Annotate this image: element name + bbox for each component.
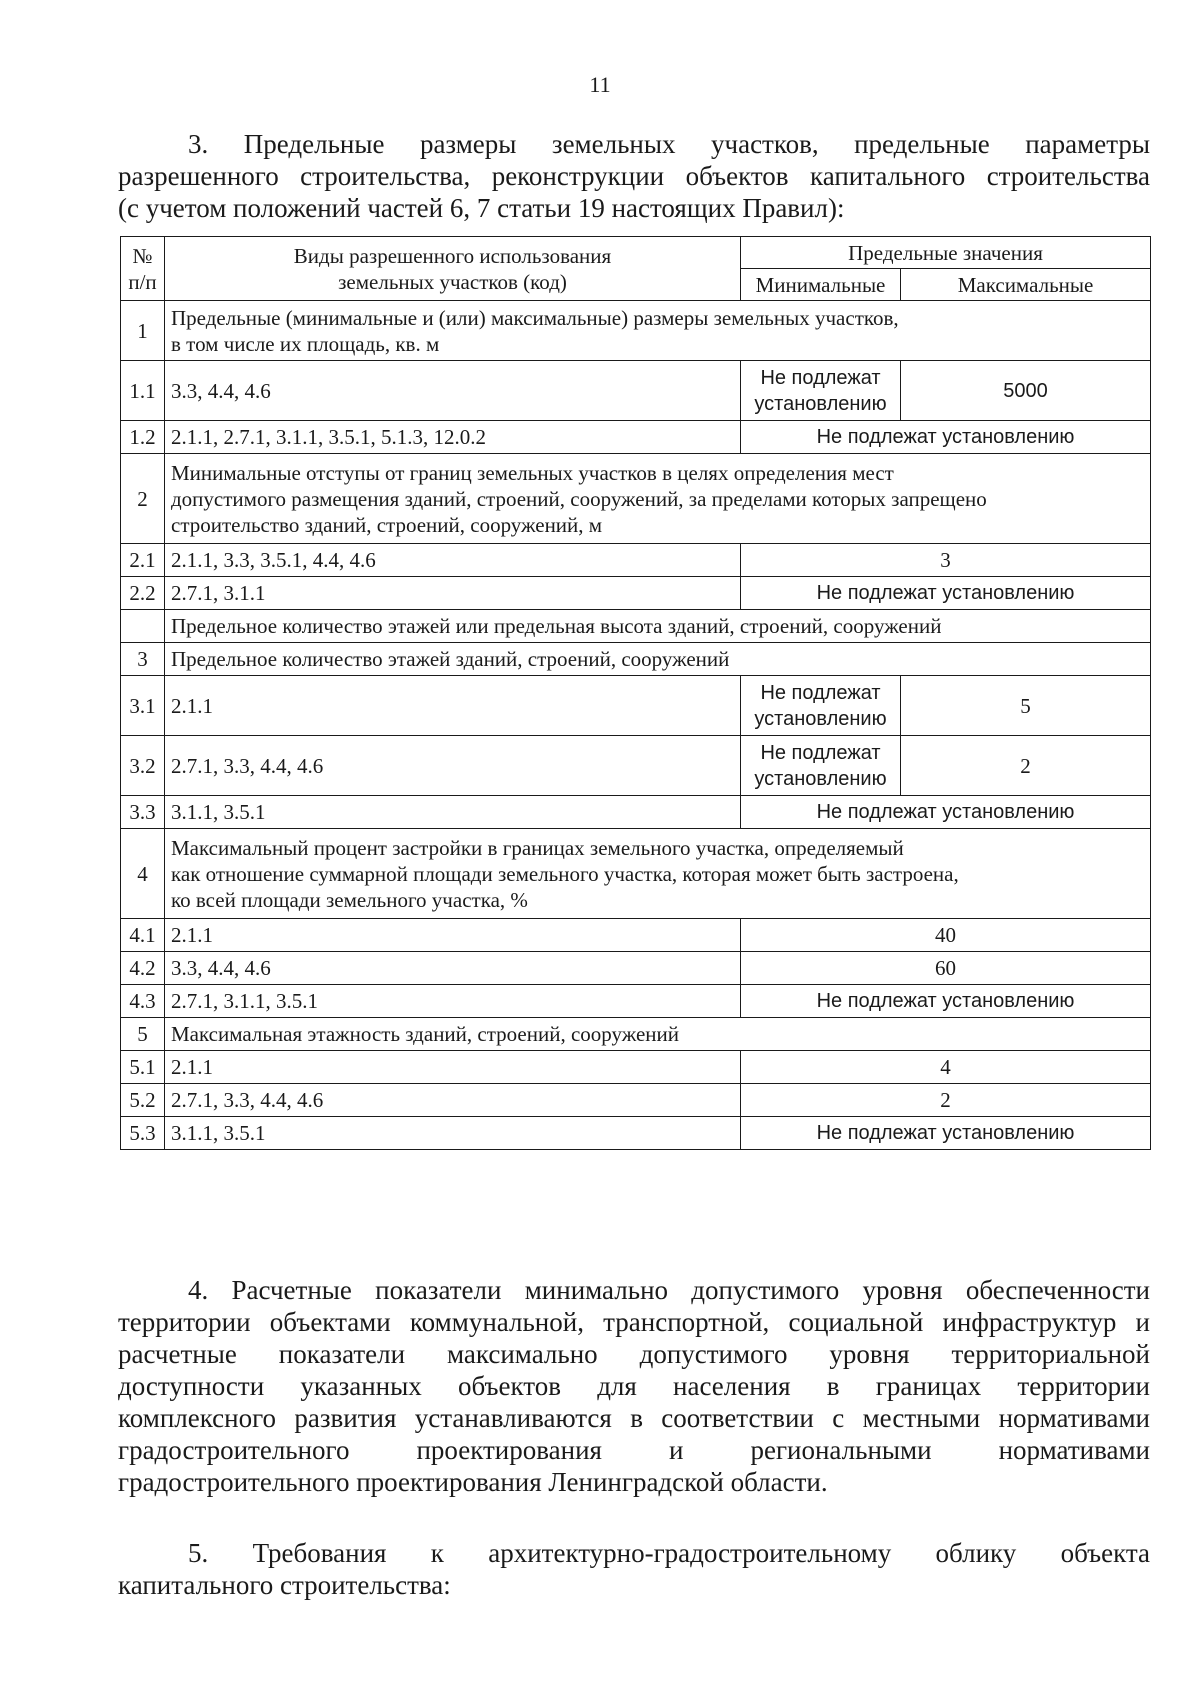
paragraph-4 [118,1274,1150,1498]
min-line: установлению [754,707,887,730]
table-row [121,736,1151,796]
row-number: 2.1 [121,544,165,577]
header-number-abbr: п/п [128,269,157,294]
row-value: 60 [741,952,1151,985]
row-max: 2 [901,736,1151,796]
row-codes: 3.1.1, 3.5.1 [165,1117,741,1150]
table-row [121,676,1151,736]
row-value: 4 [741,1051,1151,1084]
row-section-title [165,829,1151,919]
header-type-line: Виды разрешенного использования [293,243,612,268]
row-value: Не подлежат установлению [741,421,1151,454]
paragraph-line: 3. Предельные размеры земельных участков, предельные параметры [188,129,1150,159]
paragraph-line: доступности указанных объектов для населения в границах территории [118,1371,1150,1401]
section-line: как отношение суммарной площади земельного участка, которая может быть застроена, [171,861,959,886]
min-line: Не подлежат [760,741,881,764]
row-number: 1 [121,301,165,361]
row-number: 4.2 [121,952,165,985]
row-codes: 3.1.1, 3.5.1 [165,796,741,829]
table-row [121,643,1151,676]
paragraph-3 [118,128,1150,224]
row-number: 3.1 [121,676,165,736]
header-number-sign: № [132,243,153,268]
row-codes: 2.1.1, 3.3, 3.5.1, 4.4, 4.6 [165,544,741,577]
row-number: 5.1 [121,1051,165,1084]
table-row [121,610,1151,643]
row-section-title [165,301,1151,361]
row-number: 4.1 [121,919,165,952]
row-min [741,361,901,421]
table-row [121,796,1151,829]
row-codes: 3.3, 4.4, 4.6 [165,361,741,421]
min-line: установлению [754,392,887,415]
row-number: 1.2 [121,421,165,454]
paragraph-line: 5. Требования к архитектурно-градостроительному облику объекта [188,1538,1150,1568]
paragraph-line: 4. Расчетные показатели минимально допустимого уровня обеспеченности [188,1275,1150,1305]
table-row [121,1018,1151,1051]
table-row [121,454,1151,544]
paragraph-line: градостроительного проектирования и региональными нормативами [118,1435,1150,1465]
row-codes: 2.1.1 [165,919,741,952]
row-number: 5 [121,1018,165,1051]
paragraph-line: комплексного развития устанавливаются в соответствии с местными нормативами [118,1403,1150,1433]
section-line: Предельные (минимальные и (или) максимальные) размеры земельных участков, [171,305,899,330]
row-number: 3.3 [121,796,165,829]
table-row [121,577,1151,610]
page-number: 11 [589,72,611,97]
table-row [121,985,1151,1018]
paragraph-line: расчетные показатели максимально допустимого уровня территориальной [118,1339,1150,1369]
row-codes: 2.1.1, 2.7.1, 3.1.1, 3.5.1, 5.1.3, 12.0.2 [165,421,741,454]
min-line: Не подлежат [760,681,881,704]
row-min [741,736,901,796]
row-number: 2.2 [121,577,165,610]
paragraph-line: территории объектами коммунальной, транспортной, социальной инфраструктур и [118,1307,1150,1337]
row-number: 5.3 [121,1117,165,1150]
table-row [121,1084,1151,1117]
row-codes: 2.7.1, 3.3, 4.4, 4.6 [165,736,741,796]
min-line: Не подлежат [760,366,881,389]
row-section-title: Максимальная этажность зданий, строений, сооружений [165,1018,1151,1051]
row-number-empty [121,610,165,643]
row-value: 2 [741,1084,1151,1117]
table-row [121,919,1151,952]
section-line: Минимальные отступы от границ земельных участков в целях определения мест [171,460,894,485]
paragraph-line: (с учетом положений частей 6, 7 статьи 19 настоящих Правил): [118,193,845,223]
row-section-title: Предельное количество этажей зданий, строений, сооружений [165,643,1151,676]
header-number [121,237,165,301]
header-min: Минимальные [741,269,901,301]
table-row [121,544,1151,577]
row-value: Не подлежат установлению [741,985,1151,1018]
row-value: 3 [741,544,1151,577]
header-type-line: земельных участков (код) [338,269,567,294]
row-max: 5000 [901,361,1151,421]
paragraph-line: градостроительного проектирования Ленинградской области. [118,1467,828,1497]
paragraph-line: капитального строительства: [118,1570,451,1600]
row-codes: 2.7.1, 3.1.1 [165,577,741,610]
paragraph-5 [118,1537,1150,1601]
min-line: установлению [754,767,887,790]
section-line: ко всей площади земельного участка, % [171,887,528,912]
row-value: 40 [741,919,1151,952]
limits-table [120,236,1151,1150]
row-codes: 2.1.1 [165,1051,741,1084]
row-value: Не подлежат установлению [741,577,1151,610]
row-section-title [165,454,1151,544]
section-line: допустимого размещения зданий, строений, сооружений, за пределами которых запрещено [171,486,987,511]
row-number: 3 [121,643,165,676]
row-number: 2 [121,454,165,544]
table-row [121,421,1151,454]
row-number: 4 [121,829,165,919]
row-codes: 2.1.1 [165,676,741,736]
row-section-title: Предельное количество этажей или предельная высота зданий, строений, сооружений [165,610,1151,643]
row-max: 5 [901,676,1151,736]
paragraph-line: разрешенного строительства, реконструкции объектов капитального строительства [118,161,1150,191]
section-line: в том числе их площадь, кв. м [171,331,440,356]
section-line: Максимальный процент застройки в границах земельного участка, определяемый [171,835,904,860]
row-codes: 3.3, 4.4, 4.6 [165,952,741,985]
table-row [121,1051,1151,1084]
table-row [121,829,1151,919]
row-number: 3.2 [121,736,165,796]
row-codes: 2.7.1, 3.3, 4.4, 4.6 [165,1084,741,1117]
header-limit-values: Предельные значения [741,237,1151,269]
row-value: Не подлежат установлению [741,796,1151,829]
row-number: 1.1 [121,361,165,421]
header-max: Максимальные [901,269,1151,301]
section-line: строительство зданий, строений, сооружений, м [171,512,603,537]
row-number: 5.2 [121,1084,165,1117]
row-codes: 2.7.1, 3.1.1, 3.5.1 [165,985,741,1018]
header-land-use-type [165,237,741,301]
table-row [121,1117,1151,1150]
table-row [121,361,1151,421]
row-min [741,676,901,736]
table-row [121,301,1151,361]
table-row [121,952,1151,985]
row-number: 4.3 [121,985,165,1018]
row-value: Не подлежат установлению [741,1117,1151,1150]
